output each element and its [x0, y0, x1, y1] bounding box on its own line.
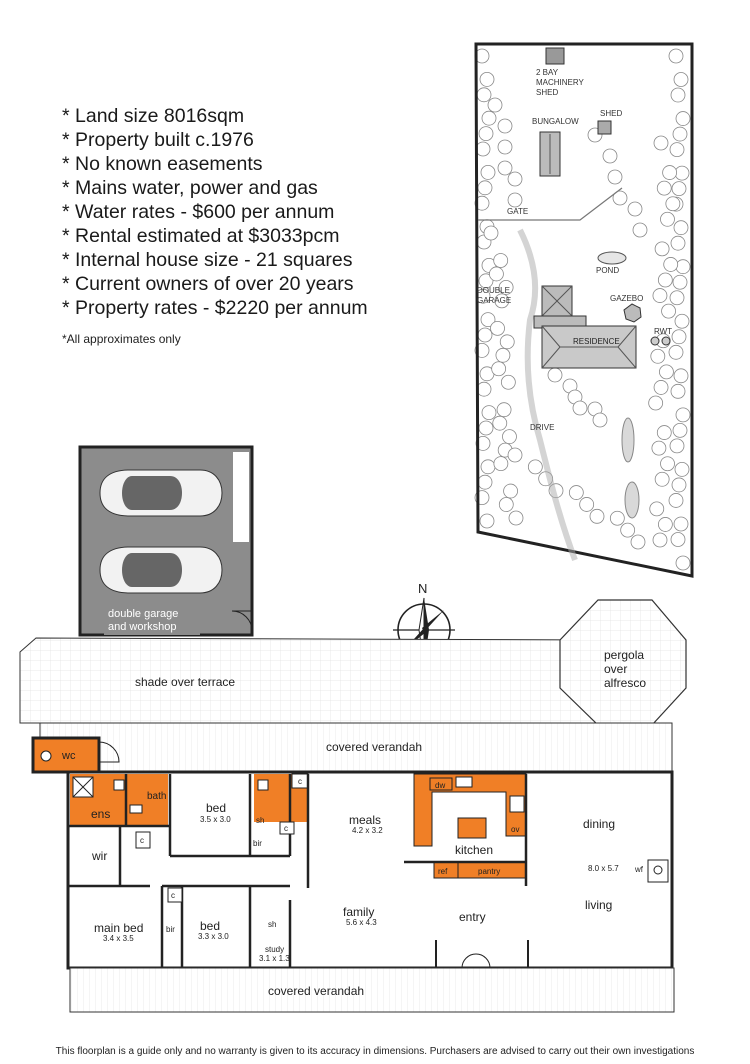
drive-label: DRIVE	[530, 423, 555, 432]
machinery-shed-label: MACHINERY	[536, 78, 584, 87]
feature-item: * Current owners of over 20 years	[62, 273, 354, 295]
tree-icon	[484, 226, 498, 240]
tree-icon	[676, 408, 690, 422]
living-label: living	[585, 898, 613, 912]
c-label: c	[140, 836, 144, 845]
machinery-shed-roof	[546, 48, 564, 64]
rainwater-tank	[651, 337, 659, 345]
feature-item: * Water rates - $600 per annum	[62, 201, 335, 223]
sh-label: sh	[268, 920, 277, 929]
tree-icon	[662, 304, 676, 318]
north-label: N	[418, 581, 428, 596]
kitchen-island	[458, 818, 486, 838]
toilet-icon	[41, 751, 51, 761]
double-garage-label: DOUBLE	[477, 286, 510, 295]
tree-icon	[670, 143, 684, 157]
tree-icon	[676, 260, 690, 274]
approximates-note: *All approximates only	[62, 332, 181, 346]
tree-icon	[657, 426, 671, 440]
bungalow-label: BUNGALOW	[532, 117, 579, 126]
wf-label: wf	[635, 865, 643, 874]
feature-item: * Mains water, power and gas	[62, 177, 318, 199]
gazebo-label: GAZEBO	[610, 294, 644, 303]
bed-dim: 3.5 x 3.0	[200, 815, 231, 824]
tree-icon	[478, 181, 492, 195]
tree-icon	[673, 423, 687, 437]
pergola-label: pergola	[604, 648, 645, 662]
tree-icon	[672, 330, 686, 344]
living-dim: 8.0 x 5.7	[588, 864, 619, 873]
tree-icon	[669, 345, 683, 359]
tree-icon	[489, 267, 503, 281]
tree-icon	[482, 406, 496, 420]
ref-label: ref	[438, 867, 448, 876]
tree-icon	[477, 88, 491, 102]
bed-dim: 3.3 x 3.0	[198, 932, 229, 941]
meals-dim: 4.2 x 3.2	[352, 826, 383, 835]
c-label: c	[171, 891, 175, 900]
tree-icon	[671, 236, 685, 250]
tree-icon	[477, 382, 491, 396]
tree-icon	[491, 321, 505, 335]
pantry-label: pantry	[478, 867, 501, 876]
tree-icon	[669, 49, 683, 63]
tree-icon	[673, 127, 687, 141]
tree-icon	[548, 368, 562, 382]
basin-icon	[114, 780, 124, 790]
tree-icon	[651, 349, 665, 363]
bath-label: bath	[147, 791, 167, 802]
sink-icon	[456, 777, 472, 787]
rwt-label: RWT	[654, 327, 673, 336]
tree-icon	[676, 112, 690, 126]
tree-icon	[674, 73, 688, 87]
feature-item: * Property rates - $2220 per annum	[62, 297, 368, 319]
sink-icon	[258, 780, 268, 790]
family-label: family	[343, 905, 375, 919]
tree-icon	[493, 416, 507, 430]
tree-icon	[633, 223, 647, 237]
machinery-shed-label: SHED	[536, 88, 559, 97]
feature-item: * Internal house size - 21 squares	[62, 249, 353, 271]
bir-label: bir	[166, 925, 175, 934]
tree-icon	[500, 335, 514, 349]
car-icon	[100, 547, 222, 593]
gazebo-roof	[624, 304, 641, 322]
tree-icon	[649, 396, 663, 410]
tree-icon	[658, 273, 672, 287]
tree-icon	[653, 289, 667, 303]
tree-icon	[481, 165, 495, 179]
tree-icon	[655, 242, 669, 256]
feature-item: * Land size 8016sqm	[62, 105, 245, 127]
dw-label: dw	[435, 781, 446, 790]
garage-label: and workshop	[108, 621, 177, 633]
tree-icon	[674, 369, 688, 383]
tree-icon	[497, 403, 511, 417]
tree-icon	[664, 257, 678, 271]
car-icon	[100, 470, 222, 516]
tree-icon	[670, 291, 684, 305]
tree-icon	[573, 401, 587, 415]
tree-icon	[501, 375, 515, 389]
c-label: c	[298, 777, 302, 786]
tree-icon	[498, 161, 512, 175]
tree-icon	[479, 127, 493, 141]
pond-label: POND	[596, 266, 620, 275]
tree-icon	[666, 197, 680, 211]
fence-line	[478, 188, 622, 220]
cooktop-icon	[510, 796, 524, 812]
bir-label: bir	[253, 839, 262, 848]
residence-label: RESIDENCE	[573, 337, 620, 346]
wc-label: wc	[62, 750, 76, 762]
garage-door-opening	[233, 452, 249, 542]
ensuite-label: ens	[91, 807, 111, 821]
shed-roof	[598, 121, 611, 134]
verandah-bottom	[70, 968, 674, 1012]
double-garage-label: GARAGE	[477, 296, 512, 305]
pond	[598, 252, 626, 264]
tree-icon	[663, 166, 677, 180]
main-bed-dim: 3.4 x 3.5	[103, 934, 134, 943]
bed-label: bed	[200, 919, 221, 933]
study-label: study	[265, 945, 285, 954]
kitchen-label: kitchen	[455, 843, 494, 857]
tree-icon	[603, 149, 617, 163]
tree-icon	[672, 182, 686, 196]
main-bed-label: main bed	[94, 921, 144, 935]
property-features-list	[62, 104, 368, 320]
tree-icon	[593, 413, 607, 427]
tree-icon	[674, 221, 688, 235]
tree-icon	[492, 362, 506, 376]
tree-icon	[498, 119, 512, 133]
terrace-label: shade over terrace	[135, 675, 236, 689]
tree-icon	[675, 166, 689, 180]
c-label: c	[284, 824, 288, 833]
tree-icon	[480, 72, 494, 86]
tree-icon	[654, 380, 668, 394]
tree-icon	[479, 421, 493, 435]
tree-icon	[628, 202, 642, 216]
tree-icon	[494, 253, 508, 267]
ov-label: ov	[511, 825, 520, 834]
study-dim: 3.1 x 1.3	[259, 954, 290, 963]
wir-label: wir	[92, 849, 108, 863]
tree-icon	[654, 136, 668, 150]
basin-icon	[130, 805, 142, 813]
feature-item: * Property built c.1976	[62, 129, 254, 151]
pergola-label: alfresco	[604, 676, 647, 690]
floor-plan	[0, 440, 750, 1040]
rainwater-tank	[662, 337, 670, 345]
dining-label: dining	[583, 817, 616, 831]
machinery-shed-label: 2 BAY	[536, 68, 559, 77]
tree-icon	[671, 88, 685, 102]
tree-icon	[675, 314, 689, 328]
disclaimer: This floorplan is a guide only and no warranty is given to its accuracy in dimensions. Purchasers are advised to carry out their own investigations	[55, 1046, 695, 1057]
tree-icon	[488, 98, 502, 112]
tree-icon	[657, 181, 671, 195]
tree-icon	[478, 328, 492, 342]
tree-icon	[508, 172, 522, 186]
tree-icon	[508, 193, 522, 207]
meals-label: meals	[349, 813, 382, 827]
pergola-label: over	[604, 662, 628, 676]
bed-label: bed	[206, 801, 227, 815]
tree-icon	[659, 365, 673, 379]
sh-label: sh	[256, 816, 265, 825]
shed-label: SHED	[600, 109, 623, 118]
tree-icon	[496, 348, 510, 362]
garage-label: double garage	[108, 608, 179, 620]
gate-label: GATE	[507, 207, 529, 216]
wood-fire-icon	[648, 860, 668, 882]
feature-item: * No known easements	[62, 153, 263, 175]
feature-item: * Rental estimated at $3033pcm	[62, 225, 340, 247]
verandah-top-label: covered verandah	[326, 740, 423, 754]
tree-icon	[660, 212, 674, 226]
tree-icon	[482, 111, 496, 125]
shade-terrace	[20, 638, 598, 723]
tree-icon	[673, 275, 687, 289]
tree-icon	[498, 140, 512, 154]
tree-icon	[671, 384, 685, 398]
family-dim: 5.6 x 4.3	[346, 918, 377, 927]
verandah-bottom-label: covered verandah	[268, 984, 365, 998]
tree-icon	[476, 142, 490, 156]
tree-icon	[608, 170, 622, 184]
entry-label: entry	[459, 910, 486, 924]
